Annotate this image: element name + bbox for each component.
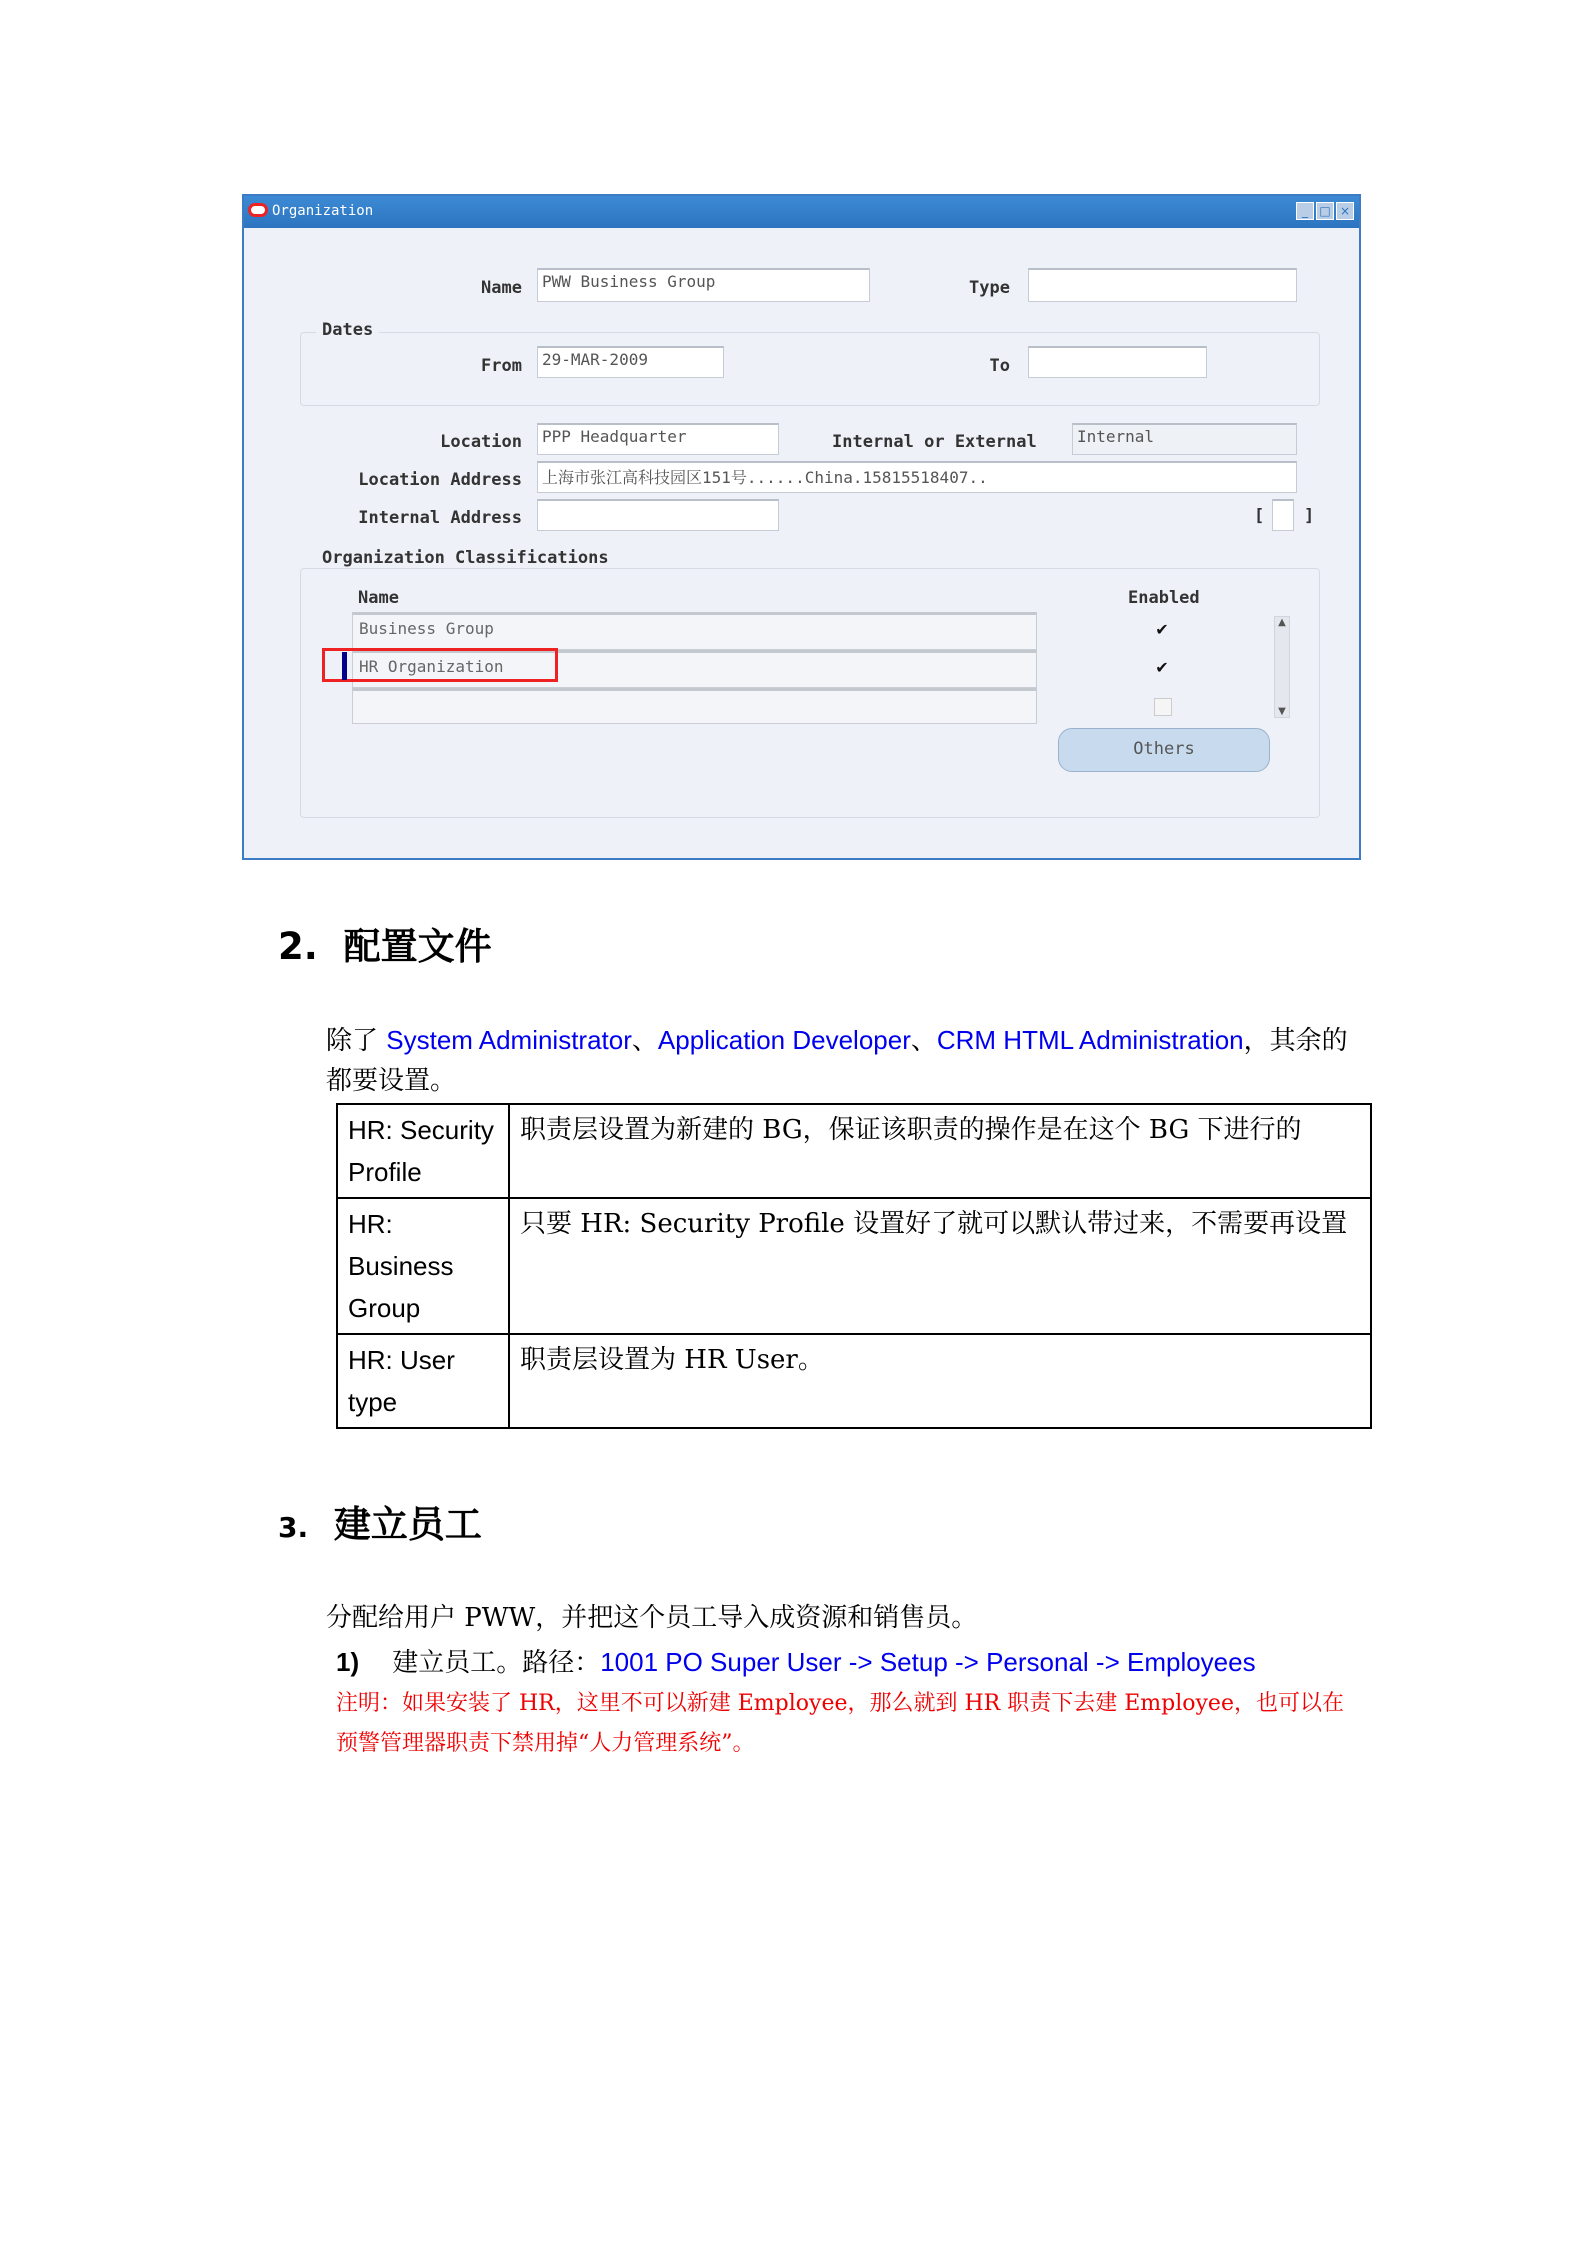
enabled-checkbox[interactable]: ✔ bbox=[1155, 620, 1169, 639]
close-icon[interactable]: × bbox=[1336, 202, 1354, 220]
scroll-up-icon[interactable]: ▲ bbox=[1278, 617, 1286, 628]
internal-or-external-label: Internal or External bbox=[832, 432, 1037, 452]
profile-value: 职责层设置为 HR User。 bbox=[509, 1334, 1371, 1428]
from-label: From bbox=[481, 356, 522, 376]
profile-table bbox=[336, 1103, 1372, 1429]
classification-row[interactable]: HR Organization bbox=[352, 650, 1037, 688]
table-row bbox=[337, 1104, 1371, 1198]
internal-or-external-field[interactable]: Internal bbox=[1072, 423, 1297, 455]
descriptive-flexfield[interactable] bbox=[1272, 499, 1294, 531]
section-number: 3. bbox=[278, 1511, 309, 1544]
scroll-down-icon[interactable]: ▼ bbox=[1278, 706, 1286, 717]
profile-key: HR: Business Group bbox=[337, 1198, 509, 1334]
to-label: To bbox=[989, 356, 1010, 376]
bracket-close: ] bbox=[1304, 506, 1315, 526]
text: 、 bbox=[631, 1026, 658, 1056]
to-date-field[interactable] bbox=[1028, 346, 1207, 378]
note-line: 预警管理器职责下禁用掉“人力管理系统”。 bbox=[336, 1731, 755, 1756]
internal-address-field[interactable] bbox=[537, 499, 779, 531]
col-enabled-header: Enabled bbox=[1128, 588, 1200, 608]
window-title: Organization bbox=[272, 203, 374, 219]
profile-key: HR: User type bbox=[337, 1334, 509, 1428]
note-line: 注明：如果安装了 HR，这里不可以新建 Employee，那么就到 HR 职责下去建 Employee，也可以在 bbox=[336, 1691, 1344, 1716]
text: 除了 bbox=[326, 1026, 387, 1056]
highlight-box bbox=[322, 648, 558, 682]
section-2-heading bbox=[278, 916, 492, 970]
col-name-header: Name bbox=[358, 588, 399, 608]
step-1 bbox=[336, 1642, 1256, 1679]
dates-label: Dates bbox=[316, 320, 379, 340]
others-button[interactable]: Others bbox=[1058, 728, 1270, 772]
location-address-label: Location Address bbox=[358, 470, 522, 490]
classification-row[interactable]: Business Group bbox=[352, 612, 1037, 650]
navigation-path: 1001 PO Super User -> Setup -> Personal -> Employees bbox=[600, 1647, 1256, 1677]
name-label: Name bbox=[481, 278, 522, 298]
text: 、 bbox=[910, 1026, 937, 1056]
maximize-icon[interactable]: □ bbox=[1316, 202, 1334, 220]
section-title: 配置文件 bbox=[343, 925, 492, 968]
classifications-label: Organization Classifications bbox=[316, 548, 615, 568]
text: ，其余的 bbox=[1243, 1026, 1348, 1056]
location-label: Location bbox=[440, 432, 522, 452]
type-label: Type bbox=[969, 278, 1010, 298]
from-date-field[interactable]: 29-MAR-2009 bbox=[537, 346, 724, 378]
step-number: 1) bbox=[336, 1647, 360, 1677]
internal-address-label: Internal Address bbox=[358, 508, 522, 528]
location-address-field[interactable]: 上海市张江高科技园区151号......China.15815518407.. bbox=[537, 461, 1297, 493]
location-field[interactable]: PPP Headquarter bbox=[537, 423, 779, 455]
enabled-checkbox[interactable]: ✔ bbox=[1155, 658, 1169, 677]
oracle-logo-icon bbox=[248, 203, 268, 217]
scrollbar[interactable] bbox=[1274, 616, 1290, 718]
section-title: 建立员工 bbox=[333, 1503, 482, 1546]
organization-window bbox=[242, 194, 1361, 860]
title-bar bbox=[244, 196, 1359, 228]
bracket-open: [ bbox=[1254, 506, 1265, 526]
profile-value: 只要 HR: Security Profile 设置好了就可以默认带过来，不需要再设置 bbox=[509, 1198, 1371, 1334]
profile-value: 职责层设置为新建的 BG，保证该职责的操作是在这个 BG 下进行的 bbox=[509, 1104, 1371, 1198]
section-3-heading bbox=[278, 1494, 482, 1548]
table-row bbox=[337, 1334, 1371, 1428]
table-row bbox=[337, 1198, 1371, 1334]
section-2-intro bbox=[326, 1020, 1348, 1057]
current-record-indicator bbox=[342, 652, 347, 680]
section-number: 2. bbox=[278, 925, 318, 968]
responsibility-link: Application Developer bbox=[657, 1025, 911, 1055]
profile-key: HR: Security Profile bbox=[337, 1104, 509, 1198]
section-2-intro-line2: 都要设置。 bbox=[326, 1066, 457, 1096]
classification-row[interactable] bbox=[352, 688, 1037, 724]
minimize-icon[interactable]: _ bbox=[1296, 202, 1314, 220]
name-field[interactable]: PWW Business Group bbox=[537, 268, 870, 302]
step-text: 建立员工。路径： bbox=[392, 1648, 601, 1678]
responsibility-link: System Administrator bbox=[386, 1025, 632, 1055]
enabled-checkbox[interactable] bbox=[1154, 698, 1172, 716]
section-3-intro: 分配给用户 PWW，并把这个员工导入成资源和销售员。 bbox=[326, 1603, 978, 1633]
responsibility-link: CRM HTML Administration bbox=[936, 1025, 1244, 1055]
type-field[interactable] bbox=[1028, 268, 1297, 302]
